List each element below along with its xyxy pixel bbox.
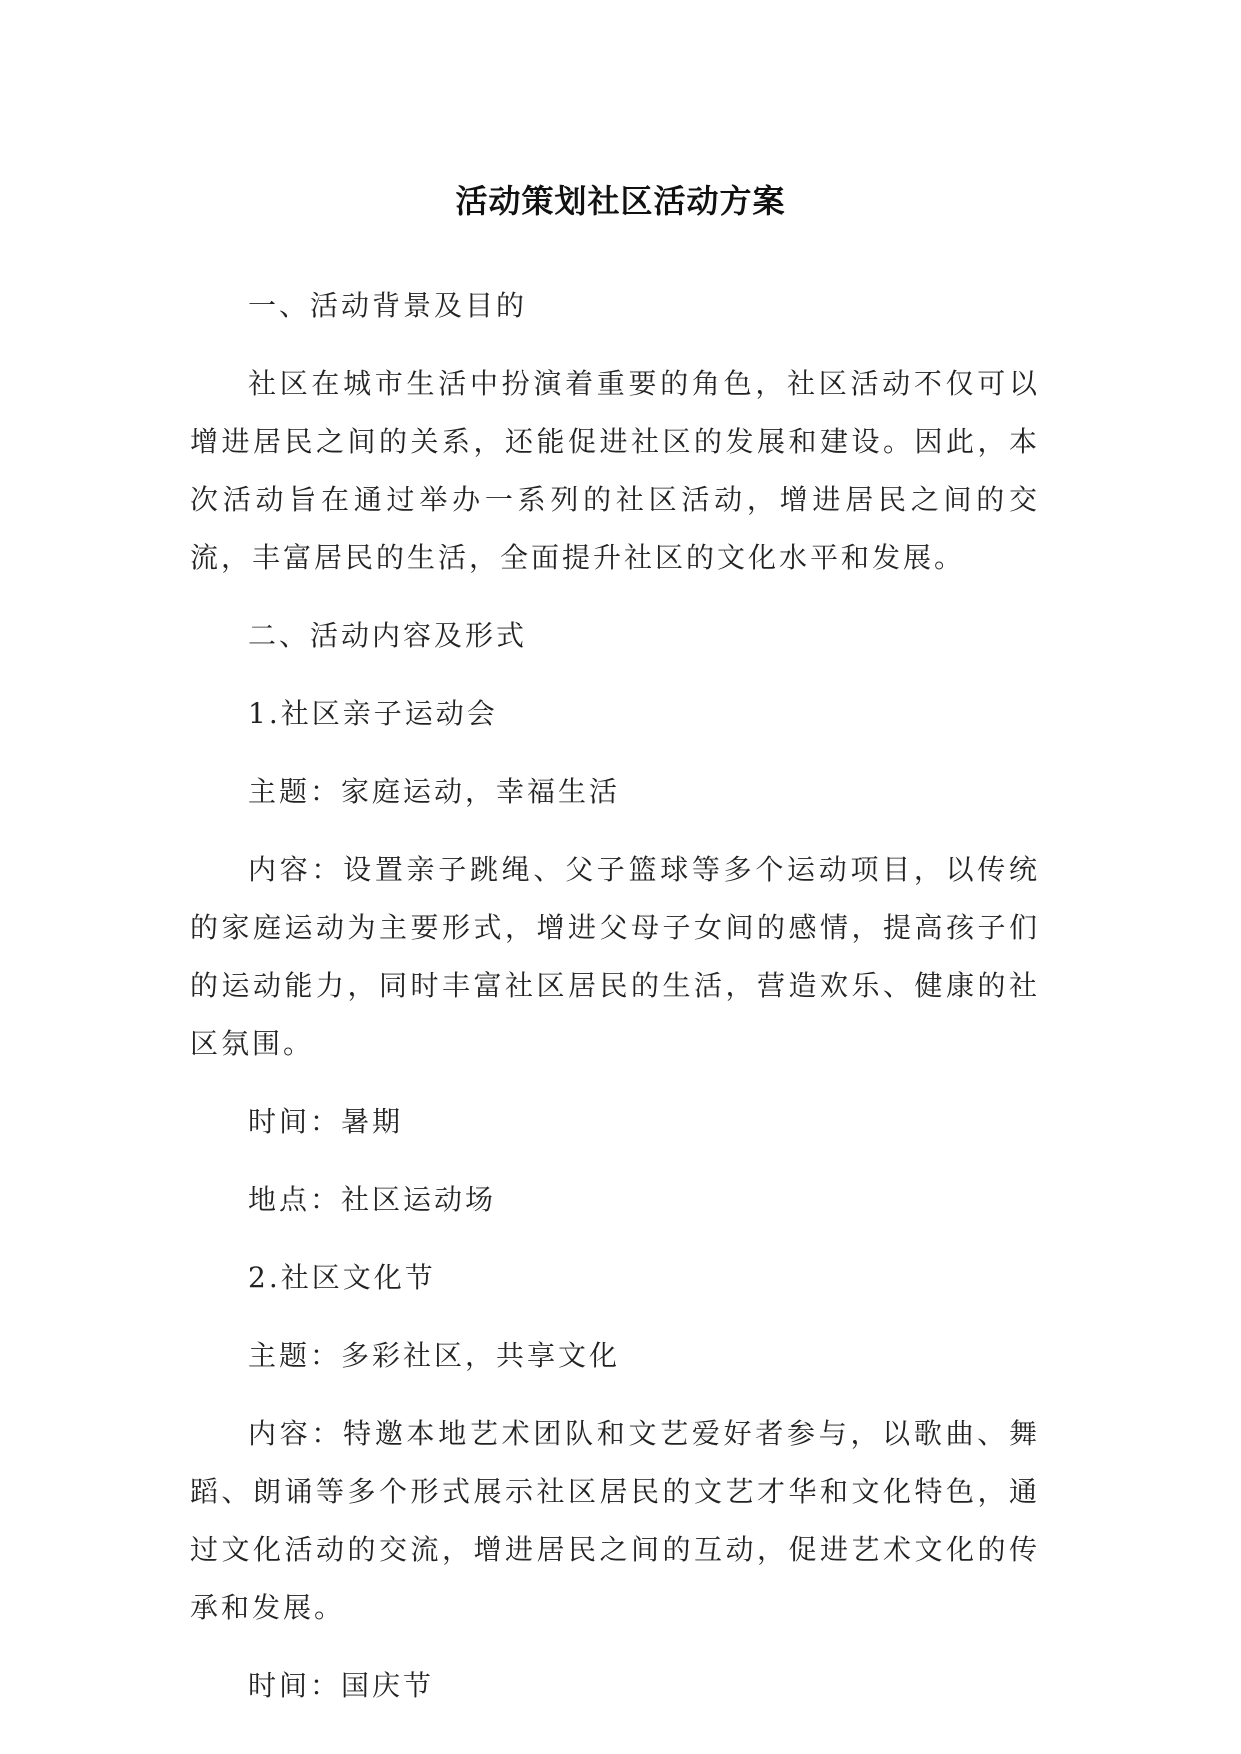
- background-paragraph: 社区在城市生活中扮演着重要的角色，社区活动不仅可以增进居民之间的关系，还能促进社区的发展和建设。因此，本次活动旨在通过举办一系列的社区活动，增进居民之间的交流，丰富居民的生活，全面提升社区的文化水平和发展。: [190, 367, 1040, 574]
- activity-1-content: 内容：设置亲子跳绳、父子篮球等多个运动项目，以传统的家庭运动为主要形式，增进父母子女间的感情，提高孩子们的运动能力，同时丰富社区居民的生活，营造欢乐、健康的社区氛围。: [190, 853, 1040, 1060]
- activity-1-time: 时间：暑期: [248, 1105, 404, 1138]
- document-title: 活动策划社区活动方案: [455, 182, 786, 220]
- activity-2-time: 时间：国庆节: [248, 1669, 435, 1702]
- section-heading-background: 一、活动背景及目的: [248, 289, 528, 322]
- activity-2-theme: 主题：多彩社区，共享文化: [248, 1339, 621, 1372]
- section-heading-content: 二、活动内容及形式: [248, 619, 528, 652]
- document-body: [190, 277, 1040, 1715]
- activity-1-theme: 主题：家庭运动，幸福生活: [248, 775, 621, 808]
- activity-1-location: 地点：社区运动场: [248, 1183, 497, 1216]
- activity-1-heading: 1.社区亲子运动会: [248, 697, 498, 730]
- activity-2-content: 内容：特邀本地艺术团队和文艺爱好者参与，以歌曲、舞蹈、朗诵等多个形式展示社区居民的文艺才华和文化特色，通过文化活动的交流，增进居民之间的互动，促进艺术文化的传承和发展。: [190, 1417, 1040, 1624]
- activity-2-heading: 2.社区文化节: [248, 1261, 436, 1294]
